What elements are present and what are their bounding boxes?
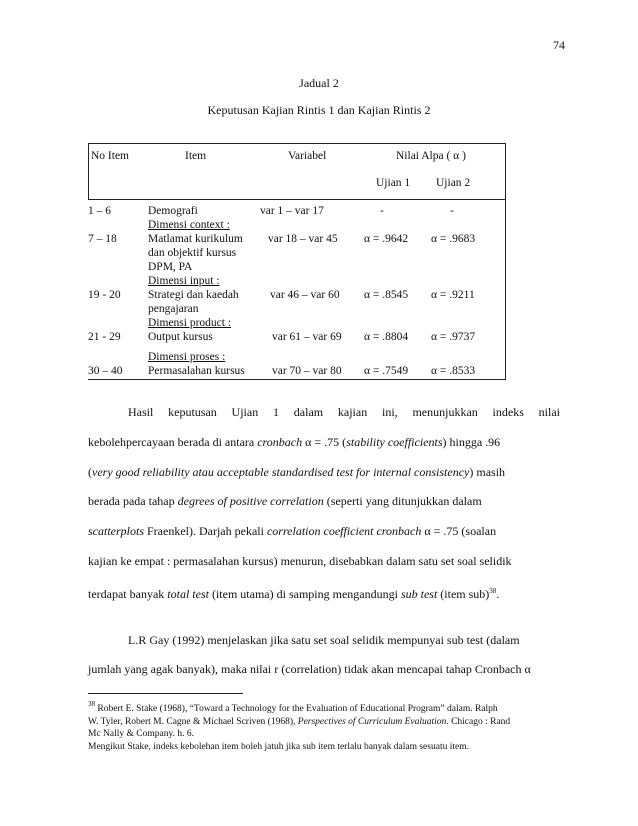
table-row-item: dan objektif kursus xyxy=(148,247,237,259)
table-row-ujian1: - xyxy=(380,205,384,217)
header-variabel: Variabel xyxy=(288,150,327,162)
table-row-ujian2: α = .9211 xyxy=(431,289,475,301)
table-row-item: Permasalahan kursus xyxy=(148,365,245,377)
header-ujian-2: Ujian 2 xyxy=(436,177,471,189)
table-row-ujian1: α = .8804 xyxy=(364,331,409,343)
table-row-ujian1: α = .7549 xyxy=(364,365,409,377)
footnote: $^{38}$ Robert E. Stake (1968), “Toward a Technology for the Evaluation of Educational Program” dalam. Ralph W. Tyler, Robert M. Cagne & Michael Scriven (1968), Perspectives of Curriculum Evaluation. Chicago : Rand Mc Nally & Company. h. 6. Mengikut Stake, indeks kebolehan item boleh jatuh jika sub item terlalu banyak dalam sesuatu item. xyxy=(88,700,511,752)
table-row-var: var 1 – var 17 xyxy=(260,205,324,217)
results-table xyxy=(88,143,506,383)
table-row-no: 7 – 18 xyxy=(88,233,117,245)
table-row-item: Matlamat kurikulum xyxy=(148,233,243,245)
dimension-label: Dimensi proses : xyxy=(148,351,226,363)
footnote-divider xyxy=(88,693,243,694)
table-row-ujian1: α = .9642 xyxy=(364,233,409,245)
table-row-ujian2: α = .9737 xyxy=(431,331,476,343)
table-row-ujian2: α = .8533 xyxy=(431,365,476,377)
table-row-item: DPM, PA xyxy=(148,261,193,273)
table-row-no: 30 – 40 xyxy=(88,365,123,377)
table-row-item: pengajaran xyxy=(148,303,199,315)
table-row-no: 19 - 20 xyxy=(88,289,121,301)
table-row-item: Strategi dan kaedah xyxy=(148,289,239,301)
table-number: Jadual 2 xyxy=(299,76,339,90)
table-row-item: Output kursus xyxy=(148,331,213,343)
table-row-ujian1: α = .8545 xyxy=(364,289,409,301)
dimension-label: Dimensi context : xyxy=(148,219,230,231)
header-item: Item xyxy=(185,150,207,162)
table-row-item: Demografi xyxy=(148,205,198,217)
header-nilai-alpa: Nilai Alpa ( α ) xyxy=(396,150,466,162)
header-no-item: No Item xyxy=(91,150,130,162)
table-title: Keputusan Kajian Rintis 1 dan Kajian Rintis 2 xyxy=(207,103,431,117)
table-row-var: var 61 – var 69 xyxy=(272,331,342,343)
table-row-ujian2: - xyxy=(450,205,454,217)
dimension-label: Dimensi input : xyxy=(148,275,220,287)
dimension-label: Dimensi product : xyxy=(148,317,232,329)
table-row-var: var 46 – var 60 xyxy=(270,289,340,301)
table-row-no: 21 - 29 xyxy=(88,331,121,343)
table-row-ujian2: α = .9683 xyxy=(431,233,476,245)
page-number: 74 xyxy=(553,38,565,52)
table-row-var: var 70 – var 80 xyxy=(272,365,342,377)
table-row-no: 1 – 6 xyxy=(88,205,111,217)
header-ujian-1: Ujian 1 xyxy=(376,177,411,189)
table-row-var: var 18 – var 45 xyxy=(268,233,338,245)
